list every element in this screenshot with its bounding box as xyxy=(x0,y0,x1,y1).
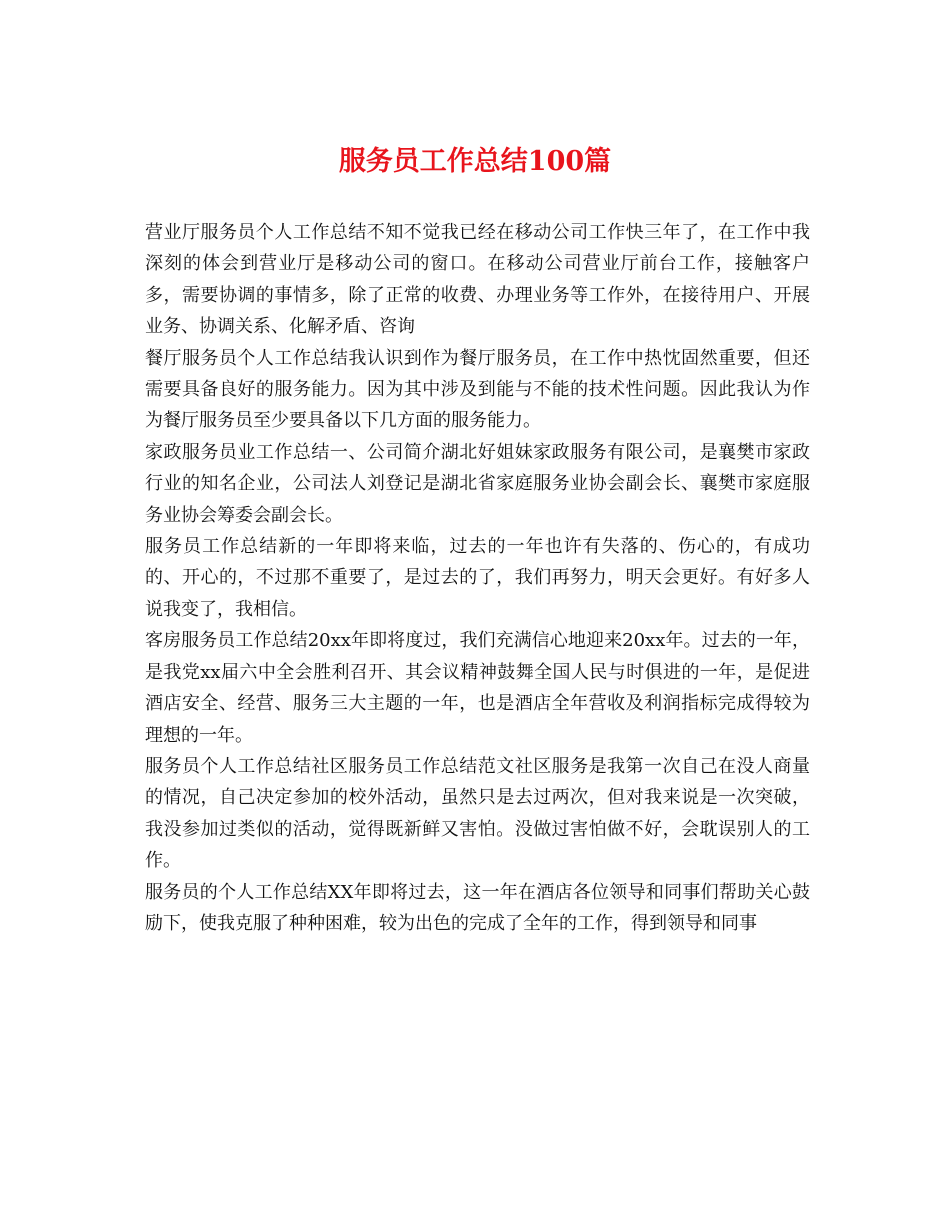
paragraph: 营业厅服务员个人工作总结不知不觉我已经在移动公司工作快三年了，在工作中我深刻的体会到营业厅是移动公司的窗口。在移动公司营业厅前台工作，接触客户多，需要协调的事情多，除了正常的收费、办理业务等工作外，在接待用户、开展业务、协调关系、化解矛盾、咨询 xyxy=(145,222,810,338)
document-body xyxy=(145,217,810,939)
paragraph: 家政服务员业工作总结一、公司简介湖北好姐妹家政服务有限公司，是襄樊市家政行业的知名企业，公司法人刘登记是湖北省家庭服务业协会副会长、襄樊市家庭服务业协会筹委会副会长。 xyxy=(145,441,810,526)
paragraph: 服务员工作总结新的一年即将来临，过去的一年也许有失落的、伤心的，有成功的、开心的，不过那不重要了，是过去的了，我们再努力，明天会更好。有好多人说我变了，我相信。 xyxy=(145,536,810,620)
paragraph: 服务员个人工作总结社区服务员工作总结范文社区服务是我第一次自己在没人商量的情况，自己决定参加的校外活动，虽然只是去过两次，但对我来说是一次突破，我没参加过类似的活动，觉得既新鲜又害怕。没做过害怕做不好，会耽误别人的工作。 xyxy=(145,755,810,872)
paragraph: 餐厅服务员个人工作总结我认识到作为餐厅服务员，在工作中热忱固然重要，但还需要具备良好的服务能力。因为其中涉及到能与不能的技术性问题。因此我认为作为餐厅服务员至少要具备以下几方面的服务能力。 xyxy=(145,347,810,432)
page-title: 服务员工作总结100篇 xyxy=(338,146,612,177)
paragraph: 服务员的个人工作总结XX年即将过去，这一年在酒店各位领导和同事们帮助关心鼓励下，使我克服了种种困难，较为出色的完成了全年的工作，得到领导和同事 xyxy=(145,881,810,934)
paragraph: 客房服务员工作总结20xx年即将度过，我们充满信心地迎来20xx年。过去的一年，是我党xx届六中全会胜利召开、其会议精神鼓舞全国人民与时俱进的一年，是促进酒店安全、经营、服务三大主题的一年，也是酒店全年营收及利润指标完成得较为理想的一年。 xyxy=(145,630,810,746)
